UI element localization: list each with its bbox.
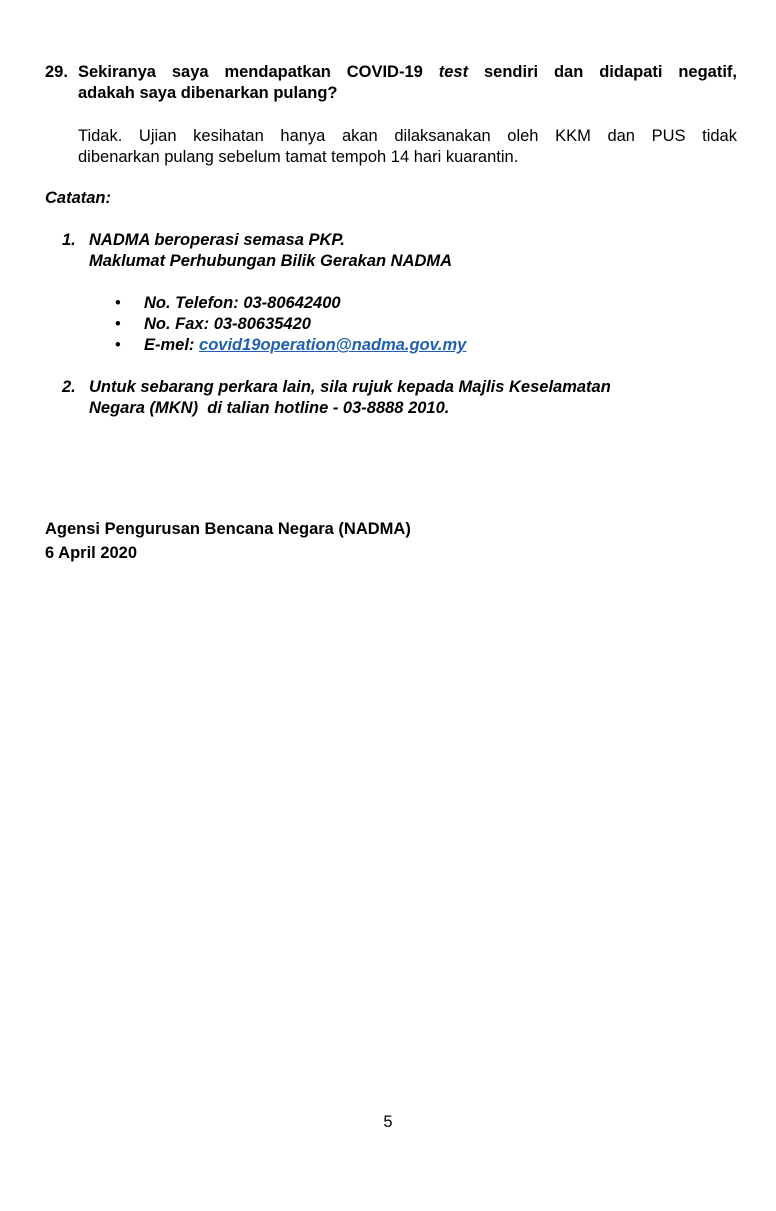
note-line: Maklumat Perhubungan Bilik Gerakan NADMA — [89, 252, 453, 270]
answer-line-1: Tidak. Ujian kesihatan hanya akan dilaksanakan oleh KKM dan PUS tidak — [78, 127, 737, 145]
question-italic-word: test — [438, 63, 469, 81]
bullet-icon: • — [115, 336, 121, 354]
note-item-2 — [62, 377, 722, 419]
contact-list — [89, 293, 722, 356]
page-number: 5 — [383, 1113, 393, 1131]
agency-name: Agensi Pengurusan Bencana Negara (NADMA) — [45, 520, 411, 538]
contact-label: No. Fax: — [144, 315, 210, 333]
contact-label: No. Telefon: — [144, 294, 239, 312]
note-line: Untuk sebarang perkara lain, sila rujuk kepada Majlis Keselamatan — [89, 378, 611, 396]
question-number: 29. — [45, 63, 68, 81]
answer-line-2: dibenarkan pulang sebelum tamat tempoh 14 hari kuarantin. — [78, 148, 519, 166]
bullet-icon: • — [115, 294, 121, 312]
note-line: NADMA beroperasi semasa PKP. — [89, 231, 345, 249]
email-link[interactable]: covid19operation@nadma.gov.my — [199, 336, 467, 354]
contact-value: 03-80635420 — [213, 315, 311, 333]
note-number: 1. — [62, 231, 76, 249]
question-line-2: adakah saya dibenarkan pulang? — [78, 84, 338, 102]
contact-email — [89, 335, 722, 356]
note-body — [89, 230, 722, 356]
faq-item-29 — [45, 62, 737, 168]
note-number: 2. — [62, 378, 76, 396]
contact-label: E-mel: — [144, 336, 195, 354]
notes-title: Catatan: — [45, 189, 112, 207]
contact-value: 03-80642400 — [243, 294, 341, 312]
answer — [78, 126, 737, 168]
contact-fax — [89, 314, 722, 335]
document-date: 6 April 2020 — [45, 544, 138, 562]
notes-list — [62, 230, 722, 419]
signature-block — [45, 517, 411, 565]
question-text — [78, 62, 737, 104]
contact-phone — [89, 293, 722, 314]
note-body — [89, 377, 722, 419]
question — [45, 62, 737, 104]
bullet-icon: • — [115, 315, 121, 333]
note-item-1 — [62, 230, 722, 356]
question-line-1: Sekiranya saya mendapatkan COVID-19 test sendiri dan didapati negatif, — [78, 63, 738, 81]
note-line: Negara (MKN) di talian hotline - 03-8888 2010. — [89, 399, 450, 417]
